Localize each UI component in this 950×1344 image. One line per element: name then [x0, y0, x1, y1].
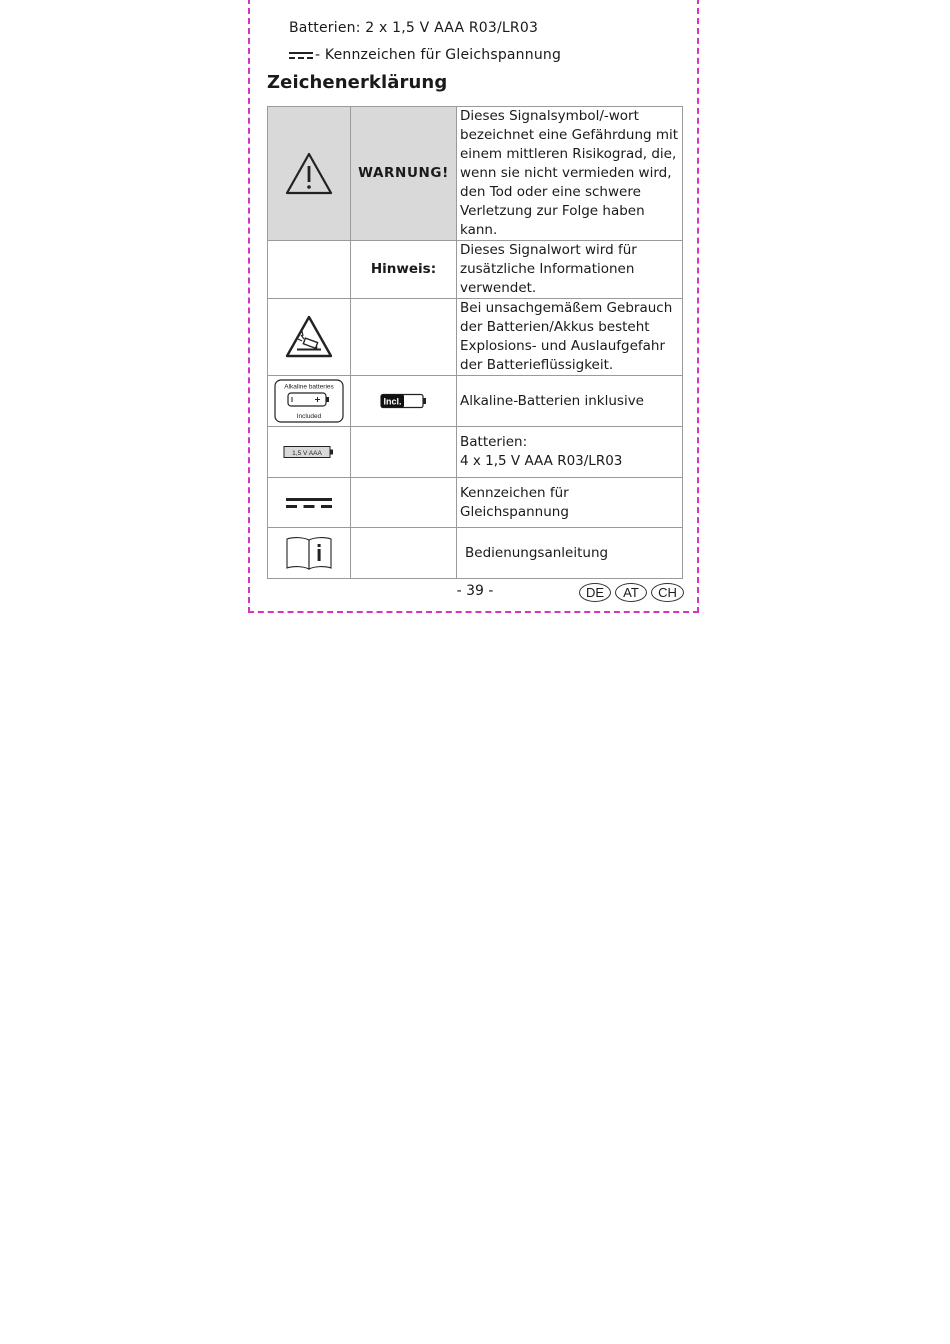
- legend-desc-cell: [457, 478, 683, 528]
- page-number: - 39 -: [456, 583, 494, 599]
- legend-desc-cell: [457, 299, 683, 376]
- dc-info-line: [289, 47, 561, 63]
- legend-signal-cell: [351, 299, 457, 376]
- country-badge-ch: CH: [651, 583, 684, 602]
- legend-signal-cell: [351, 107, 457, 241]
- legend-icon-cell: [268, 528, 351, 579]
- country-badge-at: AT: [615, 583, 647, 602]
- legend-description-line1: Batterien:: [460, 434, 528, 450]
- legend-description: Dieses Signalwort wird für zusätzliche Informationen verwendet.: [460, 242, 637, 296]
- legend-desc-cell: [457, 241, 683, 299]
- alkaline-icon-bottom-text: Included: [296, 413, 322, 420]
- legend-row-alkaline: [268, 376, 683, 427]
- dc-info-text: - Kennzeichen für Gleichspannung: [315, 47, 562, 63]
- manual-book-icon: [285, 535, 333, 571]
- symbol-legend-table: [267, 106, 683, 579]
- legend-icon-cell: [268, 427, 351, 478]
- legend-row-battery-hazard: [268, 299, 683, 376]
- signal-word-warning: WARNUNG!: [358, 165, 449, 181]
- battery-aaa-icon: [283, 445, 335, 459]
- legend-row-warning: [268, 107, 683, 241]
- legend-desc-cell: [457, 427, 683, 478]
- legend-signal-cell: [351, 427, 457, 478]
- legend-signal-cell: [351, 528, 457, 579]
- country-badge-de: DE: [579, 583, 611, 602]
- section-heading: Zeichenerklärung: [267, 72, 448, 93]
- direct-current-icon: [289, 52, 313, 60]
- legend-desc-cell: [457, 107, 683, 241]
- legend-description: Bedienungsanleitung: [465, 544, 609, 561]
- legend-row-direct-current: [268, 478, 683, 528]
- legend-desc-cell: [457, 376, 683, 427]
- legend-row-hinweis: [268, 241, 683, 299]
- legend-description: Bei unsachgemäßem Gebrauch der Batterien/Akkus besteht Explosions- und Auslaufgefahr der Batterieflüssigkeit.: [460, 300, 673, 373]
- legend-icon-cell: [268, 241, 351, 299]
- batteries-info-line: Batterien: 2 x 1,5 V AAA R03/LR03: [289, 20, 539, 36]
- alkaline-icon-top-text: Alkaline batteries: [284, 383, 334, 391]
- battery-incl-icon: [380, 393, 428, 409]
- legend-description: Alkaline-Batterien inklusive: [460, 392, 644, 409]
- legend-description: Dieses Signalsymbol/-wort bezeichnet eine Gefährdung mit einem mittleren Risikograd, die, wenn sie nicht vermieden wird, den Tod oder eine schwere Verletzung zur Folge haben kann.: [460, 108, 679, 238]
- battery-aaa-text: 1,5 V AAA: [292, 450, 322, 457]
- legend-signal-cell: [351, 241, 457, 299]
- legend-signal-cell: [351, 376, 457, 427]
- legend-signal-cell: [351, 478, 457, 528]
- signal-word-hinweis: Hinweis:: [370, 261, 437, 277]
- legend-row-manual: [268, 528, 683, 579]
- alkaline-batteries-included-icon: [274, 379, 344, 423]
- battery-leak-warning-icon: [285, 315, 333, 359]
- legend-icon-cell: [268, 299, 351, 376]
- legend-description-line2: 4 x 1,5 V AAA R03/LR03: [460, 453, 623, 469]
- legend-description: Kennzeichen für Gleichspannung: [460, 484, 569, 520]
- legend-icon-cell: [268, 107, 351, 241]
- legend-icon-cell: [268, 478, 351, 528]
- battery-incl-text: Incl.: [382, 396, 402, 407]
- legend-row-battery-type: [268, 427, 683, 478]
- legend-desc-cell: [457, 528, 683, 579]
- warning-triangle-icon: [285, 152, 333, 196]
- legend-icon-cell: [268, 376, 351, 427]
- direct-current-icon: [286, 497, 332, 509]
